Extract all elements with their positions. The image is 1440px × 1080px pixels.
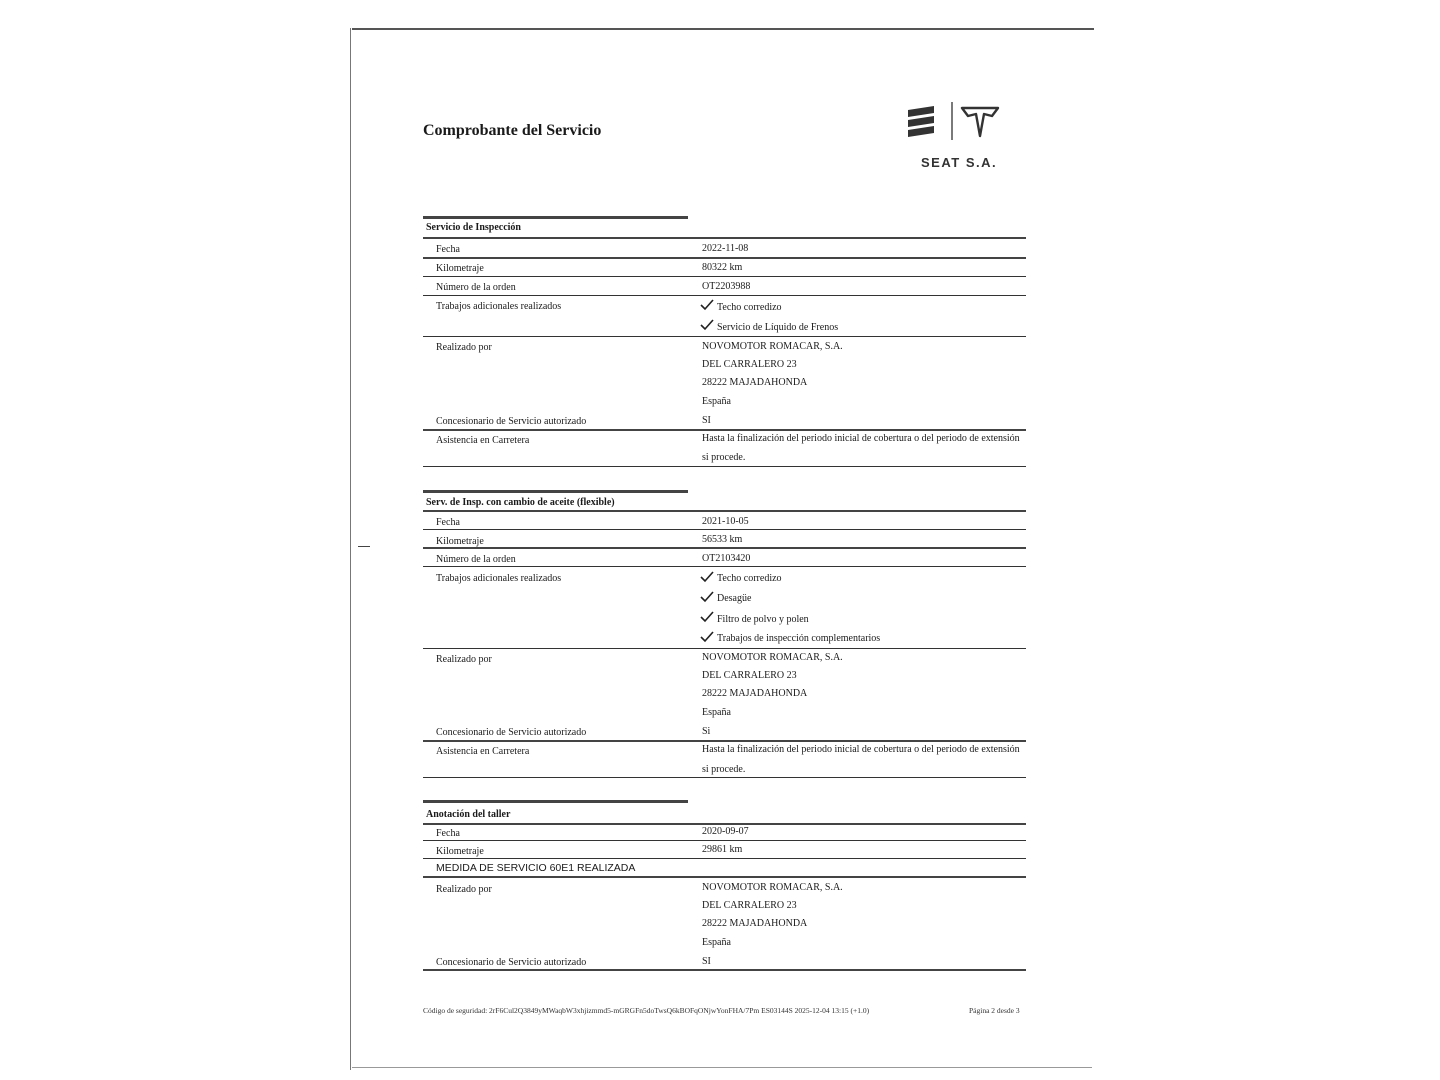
realizado-line: DEL CARRALERO 23 bbox=[702, 900, 797, 911]
realizado-line: NOVOMOTOR ROMACAR, S.A. bbox=[702, 341, 843, 352]
orden-value: OT2103420 bbox=[702, 553, 751, 564]
section-serv-insp-aceite bbox=[423, 490, 1026, 782]
asistencia-line: si procede. bbox=[702, 452, 746, 463]
fecha-label: Fecha bbox=[436, 828, 460, 839]
fecha-value: 2020-09-07 bbox=[702, 826, 749, 837]
rule bbox=[423, 777, 1026, 778]
company-name: SEAT S.A. bbox=[921, 155, 998, 170]
rule bbox=[423, 466, 1026, 467]
asistencia-label: Asistencia en Carretera bbox=[436, 435, 530, 446]
rule bbox=[423, 547, 1026, 549]
realizado-label: Realizado por bbox=[436, 342, 492, 353]
section-title: Serv. de Insp. con cambio de aceite (flexible) bbox=[426, 497, 615, 508]
rule bbox=[423, 276, 1026, 277]
realizado-line: NOVOMOTOR ROMACAR, S.A. bbox=[702, 652, 843, 663]
rule bbox=[423, 566, 1026, 567]
realizado-line: 28222 MAJADAHONDA bbox=[702, 688, 808, 699]
rule bbox=[423, 295, 1026, 296]
realizado-line: 28222 MAJADAHONDA bbox=[702, 918, 808, 929]
trabajos-label: Trabajos adicionales realizados bbox=[436, 573, 562, 584]
scan-edge-bottom bbox=[352, 1067, 1092, 1068]
scan-edge-left bbox=[350, 28, 351, 1070]
checkmark-icon bbox=[700, 571, 714, 583]
asistencia-line: Hasta la finalización del periodo inicial de cobertura o del periodo de extensión bbox=[702, 744, 1020, 755]
realizado-line: DEL CARRALERO 23 bbox=[702, 359, 797, 370]
realizado-label: Realizado por bbox=[436, 884, 492, 895]
fecha-label: Fecha bbox=[436, 517, 460, 528]
kilometraje-value: 56533 km bbox=[702, 534, 743, 545]
concesionario-value: SI bbox=[702, 415, 711, 426]
scan-edge-top bbox=[352, 28, 1094, 30]
trabajo-item: Techo corredizo bbox=[717, 302, 782, 313]
realizado-line: España bbox=[702, 396, 731, 407]
trabajo-item: Desagüe bbox=[717, 593, 752, 604]
concesionario-value: SI bbox=[702, 956, 711, 967]
rule bbox=[423, 336, 1026, 337]
asistencia-line: si procede. bbox=[702, 764, 746, 775]
document-title: Comprobante del Servicio bbox=[423, 122, 602, 139]
concesionario-value: Si bbox=[702, 726, 711, 737]
kilometraje-label: Kilometraje bbox=[436, 846, 484, 857]
trabajo-item: Servicio de Líquido de Frenos bbox=[717, 322, 839, 333]
fecha-value: 2022-11-08 bbox=[702, 243, 749, 254]
checkmark-icon bbox=[700, 591, 714, 603]
section-bar bbox=[423, 800, 688, 803]
scan-margin-mark bbox=[358, 546, 370, 547]
rule bbox=[423, 510, 1026, 512]
rule bbox=[423, 740, 1026, 742]
rule bbox=[423, 648, 1026, 649]
kilometraje-value: 29861 km bbox=[702, 844, 743, 855]
rule bbox=[423, 840, 1026, 841]
asistencia-label: Asistencia en Carretera bbox=[436, 746, 530, 757]
rule bbox=[423, 237, 1026, 239]
kilometraje-label: Kilometraje bbox=[436, 536, 484, 547]
trabajo-item: Trabajos de inspección complementarios bbox=[717, 633, 881, 644]
checkmark-icon bbox=[700, 319, 714, 331]
fecha-value: 2021-10-05 bbox=[702, 516, 749, 527]
realizado-line: NOVOMOTOR ROMACAR, S.A. bbox=[702, 882, 843, 893]
rule bbox=[423, 969, 1026, 971]
rule bbox=[423, 858, 1026, 859]
checkmark-icon bbox=[700, 611, 714, 623]
fecha-label: Fecha bbox=[436, 244, 460, 255]
realizado-line: DEL CARRALERO 23 bbox=[702, 670, 797, 681]
security-code: Código de seguridad: 2rF6Cul2Q3849yMWaqbW3xhjizmmd5-mGRGFn5doTwsQ6kBOFqONjwYonFHA/7Pm ES03144S 2025-12-04 13:15 (+1.0) bbox=[423, 1006, 870, 1015]
checkmark-icon bbox=[700, 631, 714, 643]
kilometraje-value: 80322 km bbox=[702, 262, 743, 273]
realizado-label: Realizado por bbox=[436, 654, 492, 665]
section-title: Servicio de Inspección bbox=[426, 222, 521, 233]
section-title: Anotación del taller bbox=[426, 809, 511, 820]
section-servicio-inspeccion bbox=[423, 216, 1026, 472]
rule bbox=[423, 823, 1026, 825]
seat-cupra-logo bbox=[904, 100, 1000, 142]
rule bbox=[423, 876, 1026, 878]
section-bar bbox=[423, 216, 688, 219]
orden-value: OT2203988 bbox=[702, 281, 751, 292]
rule bbox=[423, 257, 1026, 259]
kilometraje-label: Kilometraje bbox=[436, 263, 484, 274]
asistencia-line: Hasta la finalización del periodo inicial de cobertura o del periodo de extensión bbox=[702, 433, 1020, 444]
realizado-line: España bbox=[702, 707, 731, 718]
rule bbox=[423, 429, 1026, 431]
orden-label: Número de la orden bbox=[436, 554, 516, 565]
checkmark-icon bbox=[700, 299, 714, 311]
page-number: Página 2 desde 3 bbox=[969, 1006, 1020, 1015]
concesionario-label: Concesionario de Servicio autorizado bbox=[436, 727, 587, 738]
trabajo-item: Filtro de polvo y polen bbox=[717, 614, 809, 625]
trabajo-item: Techo corredizo bbox=[717, 573, 782, 584]
anotacion-nota: MEDIDA DE SERVICIO 60E1 REALIZADA bbox=[436, 862, 636, 874]
realizado-line: España bbox=[702, 937, 731, 948]
concesionario-label: Concesionario de Servicio autorizado bbox=[436, 416, 587, 427]
trabajos-label: Trabajos adicionales realizados bbox=[436, 301, 562, 312]
rule bbox=[423, 529, 1026, 530]
concesionario-label: Concesionario de Servicio autorizado bbox=[436, 957, 587, 968]
orden-label: Número de la orden bbox=[436, 282, 516, 293]
section-anotacion-taller bbox=[423, 800, 1026, 972]
section-bar bbox=[423, 490, 688, 493]
realizado-line: 28222 MAJADAHONDA bbox=[702, 377, 808, 388]
